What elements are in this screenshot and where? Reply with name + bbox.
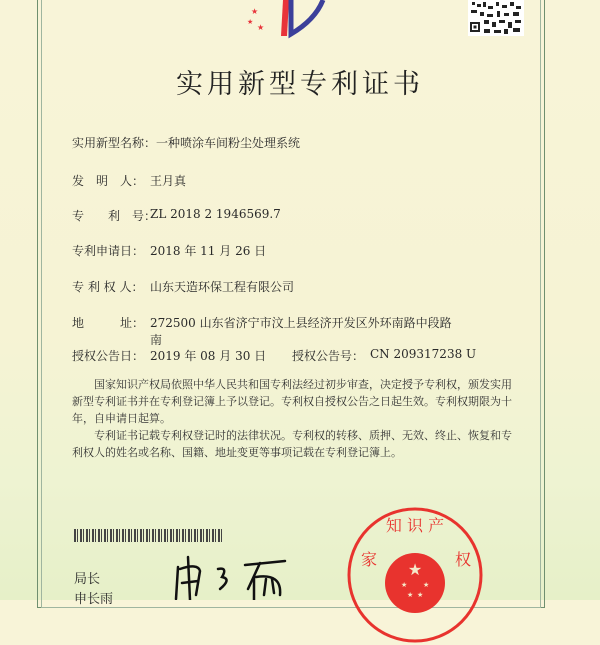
field-label: 授权公告日： <box>72 349 145 363</box>
svg-text:★: ★ <box>407 560 423 579</box>
svg-text:★: ★ <box>247 18 254 26</box>
statement-paragraph: 国家知识产权局依照中华人民共和国专利法经过初步审查，决定授予专利权，颁发实用新型专利证书并在专利登记簿上予以登记。专利权自授权公告之日起生效。专利权期限为十年，自申请日起算。 <box>72 378 512 425</box>
field-value: 2018 年 11 月 26 日 <box>150 244 267 258</box>
svg-text:★: ★ <box>423 581 430 589</box>
field-address <box>72 314 452 348</box>
field-value-continued: 南 <box>150 333 163 347</box>
field-patentee <box>72 278 294 295</box>
field-label: 授权公告号： <box>292 349 365 363</box>
statement-paragraph: 专利证书记载专利权登记时的法律状况。专利权的转移、质押、无效、终止、恢复和专利权人的姓名或名称、国籍、地址变更等事项记载在专利登记簿上。 <box>72 429 512 459</box>
field-label: 地 址： <box>72 316 145 330</box>
signatory-title: 局长 <box>74 572 101 587</box>
svg-text:★: ★ <box>401 581 408 589</box>
cnipa-logo-icon <box>245 0 335 40</box>
svg-text:权: 权 <box>455 550 472 569</box>
field-value: CN 209317238 U <box>370 347 477 361</box>
field-value: 山东天造环保工程有限公司 <box>150 280 295 294</box>
svg-text:★: ★ <box>407 591 414 599</box>
field-value: 2019 年 08 月 30 日 <box>150 349 267 363</box>
field-label: 发 明 人： <box>72 174 145 188</box>
handwritten-signature <box>170 555 295 600</box>
field-value: 272500 山东省济宁市汶上县经济开发区外环南路中段路 <box>150 316 452 330</box>
svg-text:知 识 产: 知 识 产 <box>385 516 445 535</box>
certificate-title: 实用新型专利证书 <box>176 69 424 100</box>
field-label: 实用新型名称： <box>72 136 157 150</box>
field-application-date <box>72 242 266 259</box>
field-inventor <box>72 172 186 189</box>
field-grant-date <box>72 347 266 364</box>
svg-text:家: 家 <box>361 550 378 569</box>
field-label: 专 利 权 人： <box>72 280 144 294</box>
barcode <box>74 529 222 542</box>
field-value: ZL 2018 2 1946569.7 <box>150 207 281 221</box>
field-value-block <box>150 314 452 348</box>
svg-text:★: ★ <box>417 591 424 599</box>
field-value: 王月真 <box>150 174 187 188</box>
svg-text:★: ★ <box>251 7 259 16</box>
field-label: 专利申请日： <box>72 244 145 258</box>
field-grant-number <box>292 347 476 364</box>
qr-code-icon <box>468 0 524 36</box>
field-utility-model-name <box>72 134 300 151</box>
official-seal <box>345 505 485 645</box>
field-patent-number <box>72 207 281 224</box>
field-label: 专 利 号： <box>72 209 157 223</box>
svg-text:★: ★ <box>257 23 265 32</box>
field-value: 一种喷涂车间粉尘处理系统 <box>156 136 301 150</box>
signatory-name: 申长雨 <box>74 592 114 607</box>
